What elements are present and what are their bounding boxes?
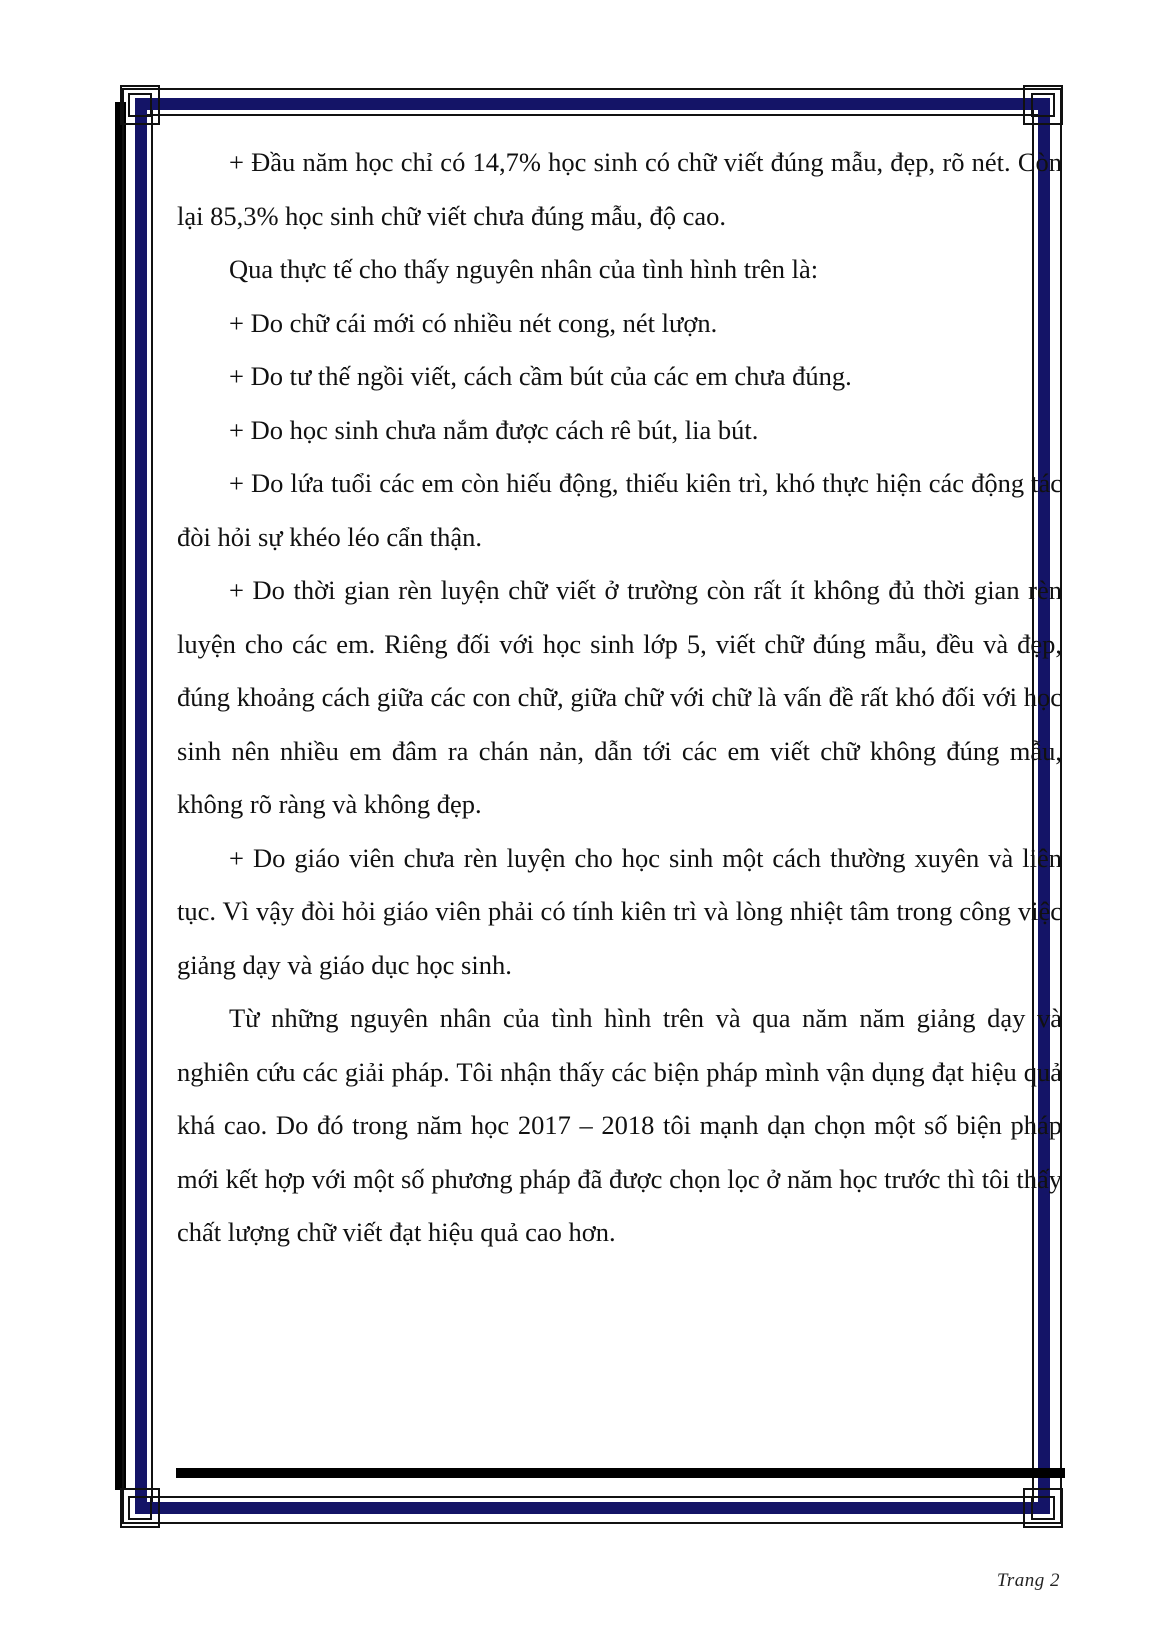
document-body [177, 136, 1062, 1260]
border-inner-line-top [147, 114, 1038, 116]
corner-ornament-bottom-left [120, 1488, 160, 1528]
border-inner-line-left [151, 110, 153, 1502]
corner-ornament-top-right [1023, 85, 1063, 125]
border-shadow-left [115, 102, 126, 1490]
paragraph-8: + Do giáo viên chưa rèn luyện cho học sinh một cách thường xuyên và liên tục. Vì vậy đòi hỏi giáo viên phải có tính kiên trì và lòng nhiệt tâm trong công việc giảng dạy và giáo dục học sinh. [177, 842, 1062, 980]
border-navy-bottom [135, 1502, 1050, 1514]
paragraph-4: + Do tư thế ngồi viết, cách cầm bút của các em chưa đúng. [229, 361, 852, 391]
border-navy-top [135, 98, 1050, 110]
paragraph-1: + Đầu năm học chỉ có 14,7% học sinh có chữ viết đúng mẫu, đẹp, rõ nét. Còn lại 85,3% học sinh chữ viết chưa đúng mẫu, độ cao. [177, 147, 1062, 231]
footer-rule [176, 1468, 1065, 1478]
border-outer-line-left [122, 88, 124, 1524]
border-outer-line-bottom [122, 1522, 1062, 1524]
paragraph-5: + Do học sinh chưa nắm được cách rê bút, lia bút. [229, 414, 759, 445]
page-number: Trang 2 [996, 1570, 1060, 1591]
border-outer-line-top [122, 88, 1062, 90]
paragraph-9: Từ những nguyên nhân của tình hình trên và qua năm năm giảng dạy và nghiên cứu các giải pháp. Tôi nhận thấy các biện pháp mình vận dụng đạt hiệu quả khá cao. Do đó trong năm học 2017 – 2018 tôi mạnh dạn chọn một số biện pháp mới kết hợp với một số phương pháp đã được chọn lọc ở năm học trước thì tôi thấy chất lượng chữ viết đạt hiệu quả cao hơn. [177, 1003, 1062, 1247]
corner-ornament-top-left [120, 85, 160, 125]
corner-ornament-bottom-right [1023, 1488, 1063, 1528]
border-inner-line-bottom [147, 1496, 1038, 1498]
paragraph-3: + Do chữ cái mới có nhiều nét cong, nét lượn. [229, 307, 718, 338]
paragraph-2: Qua thực tế cho thấy nguyên nhân của tình hình trên là: [229, 254, 819, 284]
paragraph-6: + Do lứa tuổi các em còn hiếu động, thiếu kiên trì, khó thực hiện các động tác đòi hỏi sự khéo léo cẩn thận. [177, 468, 1062, 552]
border-navy-left [135, 98, 147, 1514]
paragraph-7: + Do thời gian rèn luyện chữ viết ở trường còn rất ít không đủ thời gian rèn luyện cho các em. Riêng đối với học sinh lớp 5, viết chữ đúng mẫu, đều và đẹp, đúng khoảng cách giữa các con chữ, giữa chữ với chữ là vấn đề rất khó đối với học sinh nên nhiều em đâm ra chán nản, dẫn tới các em viết chữ không đúng mẫu, không rõ ràng và không đẹp. [177, 575, 1062, 819]
